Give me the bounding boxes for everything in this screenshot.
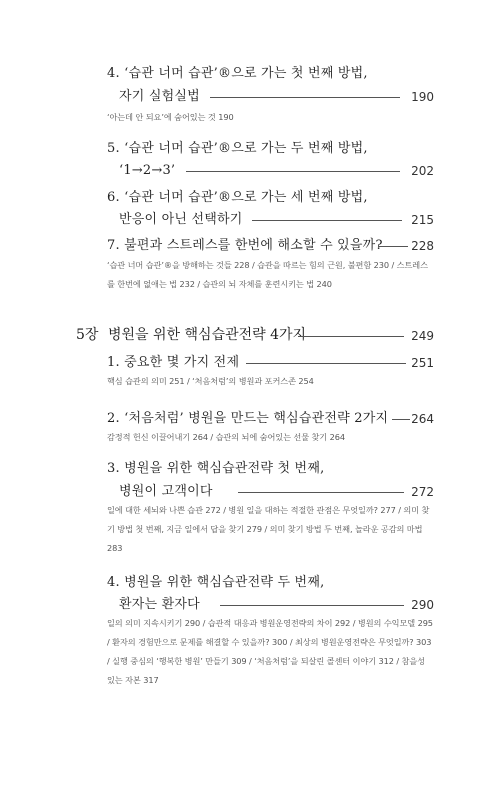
toc-entry-description: ‘습관 너머 습관’®을 방해하는 것들 228 / 습관을 따르는 힘의 근원, 불편함 230 / 스트레스를 한번에 없애는 법 232 / 습관의 뇌 자체를 훈련시키는 법 240	[107, 260, 428, 289]
leader-line	[378, 246, 408, 247]
leader-line	[252, 220, 402, 221]
toc-entry-title: 3. 병원을 위한 핵심습관전략 첫 번째,	[107, 461, 325, 476]
toc-entry-subtitle: 반응이 아닌 선택하기	[119, 212, 243, 227]
leader-line	[238, 492, 404, 493]
toc-entry-subtitle: 환자는 환자다	[119, 597, 200, 612]
page-number: 228	[411, 239, 434, 253]
page-number: 264	[411, 412, 434, 426]
toc-entry-subtitle: ‘1→2→3’	[119, 163, 176, 178]
page-number: 251	[411, 356, 434, 370]
toc-entry-title: 4. ‘습관 너머 습관’®으로 가는 첫 번째 방법,	[107, 66, 368, 81]
toc-entry-title: 2. ‘처음처럼’ 병원을 만드는 핵심습관전략 2가지	[107, 411, 389, 426]
leader-line	[246, 363, 406, 364]
page-number: 190	[411, 90, 434, 104]
toc-entry-description: 핵심 습관의 의미 251 / ‘처음처럼’의 병원과 포커스존 254	[107, 376, 314, 386]
leader-line	[210, 97, 400, 98]
page-number: 272	[411, 485, 434, 499]
page-number: 202	[411, 164, 434, 178]
toc-entry-subtitle: 자기 실험실법	[119, 89, 200, 104]
leader-line	[186, 171, 400, 172]
toc-entry-title: 1. 중요한 몇 가지 전제	[107, 355, 240, 370]
chapter-title: 병원을 위한 핵심습관전략 4가지	[108, 327, 307, 343]
toc-entry-description: ‘아는데 안 되요’에 숨어있는 것 190	[107, 112, 234, 122]
toc-entry-title: 4. 병원을 위한 핵심습관전략 두 번째,	[107, 575, 325, 590]
page-number: 290	[411, 598, 434, 612]
toc-entry-title: 7. 불편과 스트레스를 한번에 해소할 수 있을까?	[107, 238, 383, 253]
page-number: 249	[411, 329, 434, 343]
toc-entry-title: 6. ‘습관 너머 습관’®으로 가는 세 번째 방법,	[107, 190, 368, 205]
toc-entry-description: 일의 의미 지속시키기 290 / 습관적 대응과 병원운영전략의 차이 292 / 병원의 수익모델 295 / 환자의 경험만으로 문제를 해결할 수 있을까? 300 / 최상의 병원운영전략은 무엇일까? 303 / 실행 중심의 ‘행복한 병원’ 만들기 309 / ‘처음처럼’을 되살린 콜센터 이야기 312 / 참을성 있는 자본 317	[107, 618, 433, 685]
leader-line	[298, 336, 404, 337]
toc-entry-description: 일에 대한 세뇌와 나쁜 습관 272 / 병원 일을 대하는 적절한 관점은 무엇일까? 277 / 의미 찾기 방법 첫 번째, 지금 일에서 답을 찾기 279 / 의미 찾기 방법 두 번째, 놀라운 공감의 마법 283	[107, 505, 430, 553]
leader-line	[220, 605, 404, 606]
page-number: 215	[411, 213, 434, 227]
leader-line	[392, 419, 410, 420]
toc-entry-subtitle: 병원이 고객이다	[119, 484, 213, 499]
chapter-label: 5장	[76, 327, 99, 343]
toc-entry-title: 5. ‘습관 너머 습관’®으로 가는 두 번째 방법,	[107, 141, 368, 156]
toc-entry-description: 감정적 헌신 이끌어내기 264 / 습관의 뇌에 숨어있는 선물 찾기 264	[107, 432, 345, 442]
